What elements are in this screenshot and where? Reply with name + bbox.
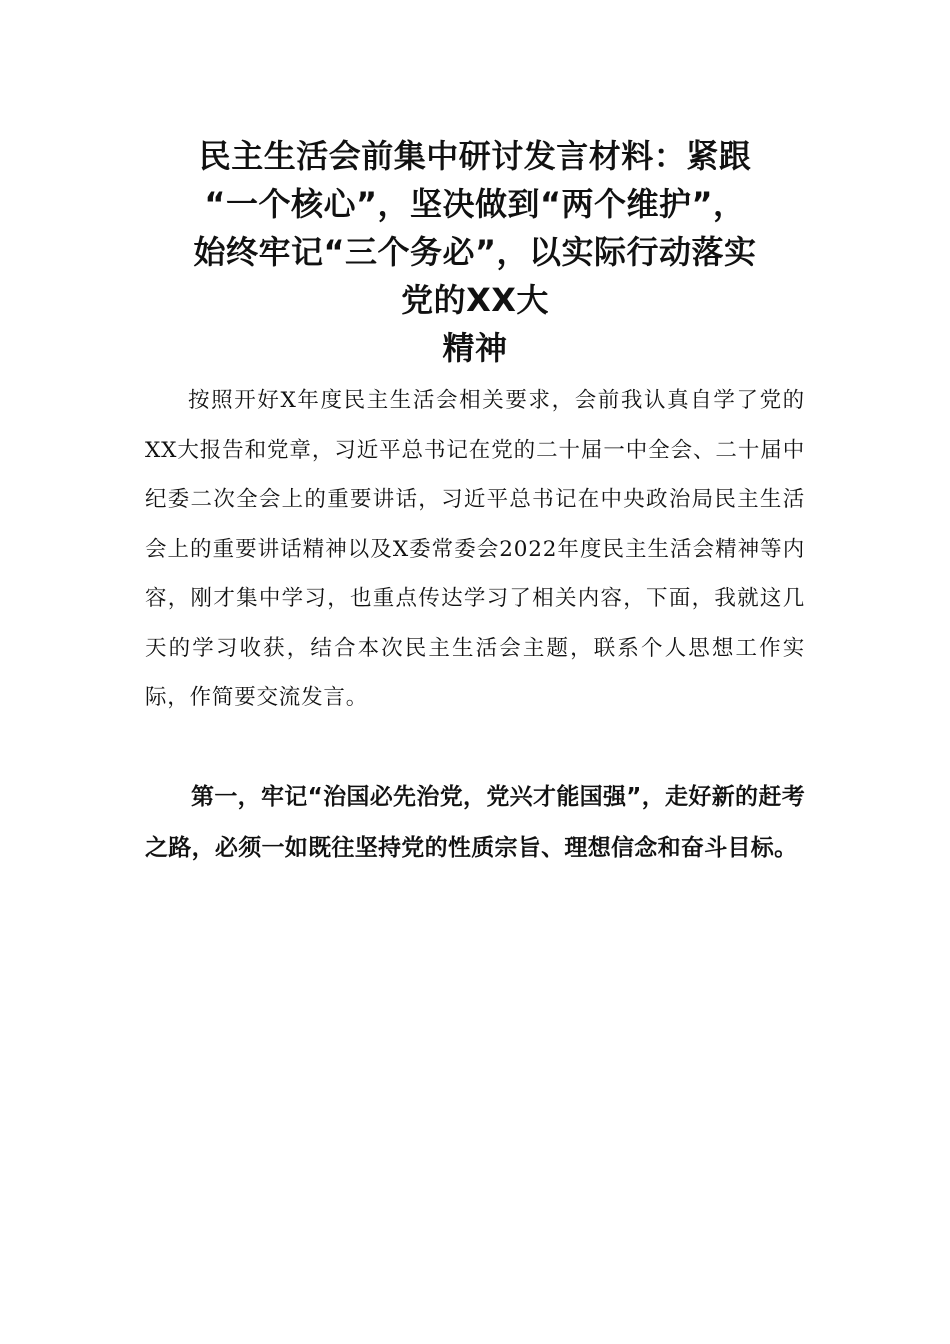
- title-line-2: “一个核心”，坚决做到“两个维护”，: [204, 185, 746, 223]
- title-line-5: 精神: [442, 329, 508, 367]
- document-title: [140, 132, 810, 372]
- section-heading-first: 第一，牢记“治国必先治党，党兴才能国强”，走好新的赶考之路，必须一如既往坚持党的性质宗旨、理想信念和奋斗目标。: [145, 784, 805, 861]
- title-line-3: 始终牢记“三个务必”，以实际行动落实: [193, 233, 757, 271]
- title-line-4: 党的XX大: [401, 281, 549, 319]
- intro-paragraph: 按照开好X年度民主生活会相关要求，会前我认真自学了党的XX大报告和党章，习近平总书记在党的二十届一中全会、二十届中纪委二次全会上的重要讲话，习近平总书记在中央政治局民主生活会上的重要讲话精神以及X委常委会2022年度民主生活会精神等内容，刚才集中学习，也重点传达学习了相关内容，下面，我就这几天的学习收获，结合本次民主生活会主题，联系个人思想工作实际，作简要交流发言。: [145, 388, 805, 710]
- title-line-1: 民主生活会前集中研讨发言材料：紧跟: [198, 137, 752, 175]
